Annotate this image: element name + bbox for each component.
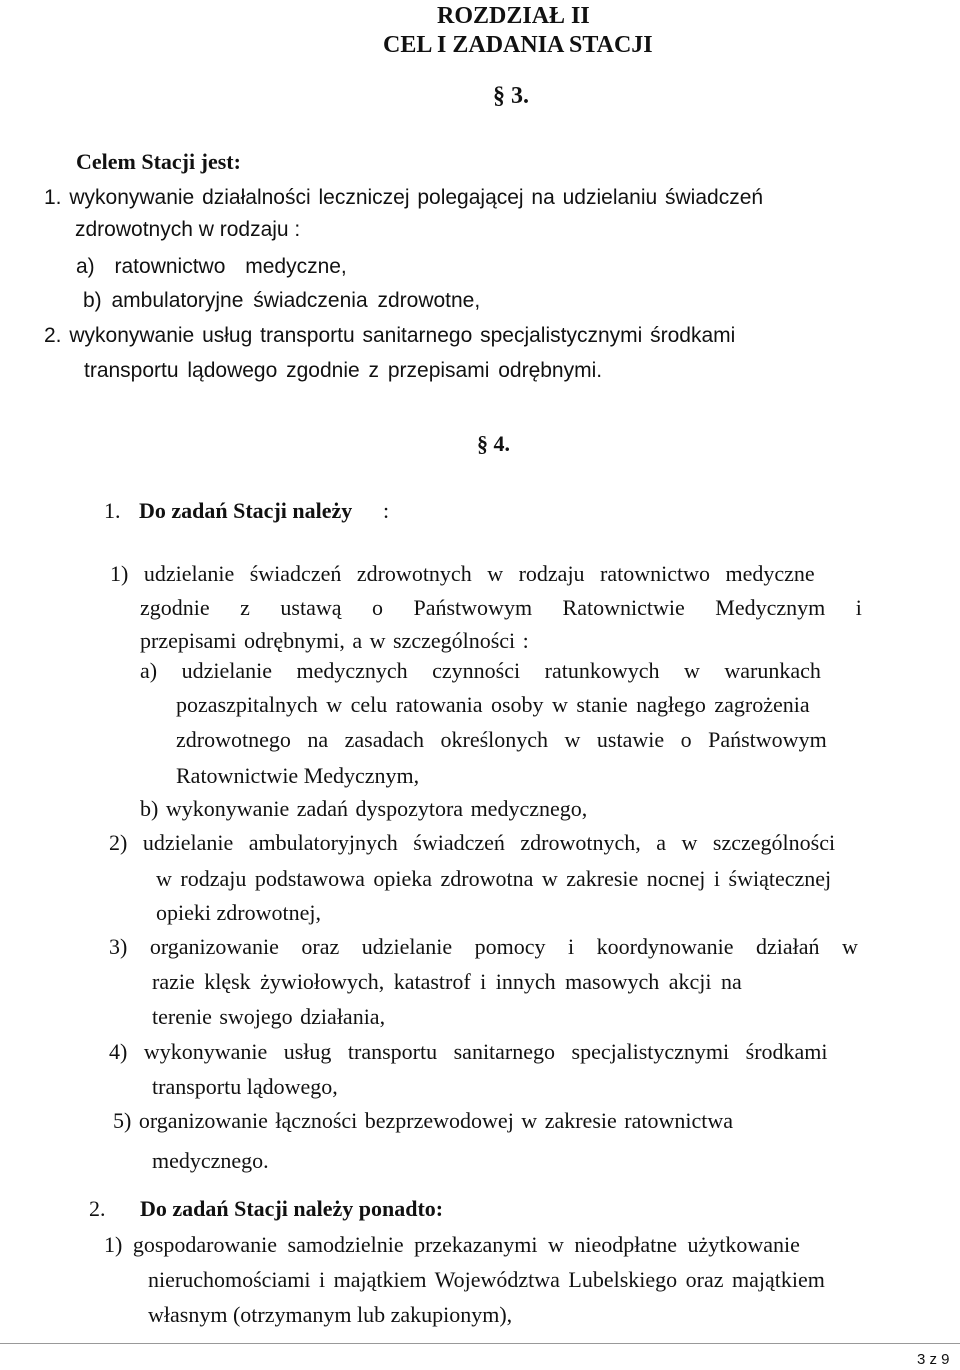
section-3-intro: Celem Stacji jest: xyxy=(76,149,241,174)
s3-item1-line1: 1. wykonywanie działalności leczniczej polegającej na udzielaniu świadczeń xyxy=(44,186,764,209)
s4-i1b: b) wykonywanie zadań dyspozytora medycznego, xyxy=(140,796,588,821)
s3-item2-line2: transportu lądowego zgodnie z przepisami odrębnymi. xyxy=(84,359,603,382)
s4-i3-line1: 3) organizowanie oraz udzielanie pomocy i koordynowanie działań w xyxy=(109,934,858,959)
s4-i1a-line1: a) udzielanie medycznych czynności ratunkowych w warunkach xyxy=(140,658,821,683)
s4-i4-line2: transportu lądowego, xyxy=(152,1074,338,1099)
s4-p1-colon: : xyxy=(383,498,390,523)
s4-i5-line1: 5) organizowanie łączności bezprzewodowej w zakresie ratownictwa xyxy=(113,1108,733,1133)
s4-i1-line3: przepisami odrębnymi, a w szczególności : xyxy=(140,628,529,653)
s4-j1-line3: własnym (otrzymanym lub zakupionym), xyxy=(148,1302,513,1327)
s4-j1-line1: 1) gospodarowanie samodzielnie przekazanymi w nieodpłatne użytkowanie xyxy=(104,1232,800,1257)
s4-p2-title: Do zadań Stacji należy ponadto: xyxy=(140,1196,444,1221)
s4-i1a-line2: pozaszpitalnych w celu ratowania osoby w stanie nagłego zagrożenia xyxy=(176,692,810,717)
page-number: 3 z 9 xyxy=(917,1351,950,1368)
s4-i2-line2: w rodzaju podstawowa opieka zdrowotna w zakresie nocnej i świątecznej xyxy=(156,866,832,891)
s4-i5-line2: medycznego. xyxy=(152,1148,269,1173)
section-4-heading: § 4. xyxy=(477,431,510,456)
s4-i1-line2: zgodnie z ustawą o Państwowym Ratownictwie Medycznym i xyxy=(140,595,862,620)
s3-item2-line1: 2. wykonywanie usług transportu sanitarnego specjalistycznymi środkami xyxy=(44,324,736,347)
s4-i4-line1: 4) wykonywanie usług transportu sanitarnego specjalistycznymi środkami xyxy=(109,1039,828,1064)
s3-item1-b: b) ambulatoryjne świadczenia zdrowotne, xyxy=(83,289,481,312)
s4-i1-line1: 1) udzielanie świadczeń zdrowotnych w rodzaju ratownictwo medyczne xyxy=(110,561,815,586)
s4-i2-line3: opieki zdrowotnej, xyxy=(156,900,321,925)
s4-i3-line3: terenie swojego działania, xyxy=(152,1004,386,1029)
s4-j1-line2: nieruchomościami i majątkiem Województwa Lubelskiego oraz majątkiem xyxy=(148,1267,825,1292)
s4-p2-number: 2. xyxy=(89,1196,106,1221)
s4-p1-title: Do zadań Stacji należy xyxy=(139,498,353,523)
s4-i1a-line4: Ratownictwie Medycznym, xyxy=(176,763,420,788)
s4-i1a-line3: zdrowotnego na zasadach określonych w ustawie o Państwowym xyxy=(176,727,827,752)
chapter-title: CEL I ZADANIA STACJI xyxy=(383,32,653,58)
s4-i2-line1: 2) udzielanie ambulatoryjnych świadczeń zdrowotnych, a w szczególności xyxy=(109,830,836,855)
s4-i3-line2: razie klęsk żywiołowych, katastrof i innych masowych akcji na xyxy=(152,969,742,994)
footer-divider xyxy=(0,1343,960,1344)
s3-item1-line2: zdrowotnych w rodzaju : xyxy=(75,218,301,241)
s4-p1-number: 1. xyxy=(104,498,121,523)
section-3-heading: § 3. xyxy=(493,83,529,109)
s3-item1-a: a) ratownictwo medyczne, xyxy=(76,255,347,278)
chapter-number: ROZDZIAŁ II xyxy=(437,3,590,29)
